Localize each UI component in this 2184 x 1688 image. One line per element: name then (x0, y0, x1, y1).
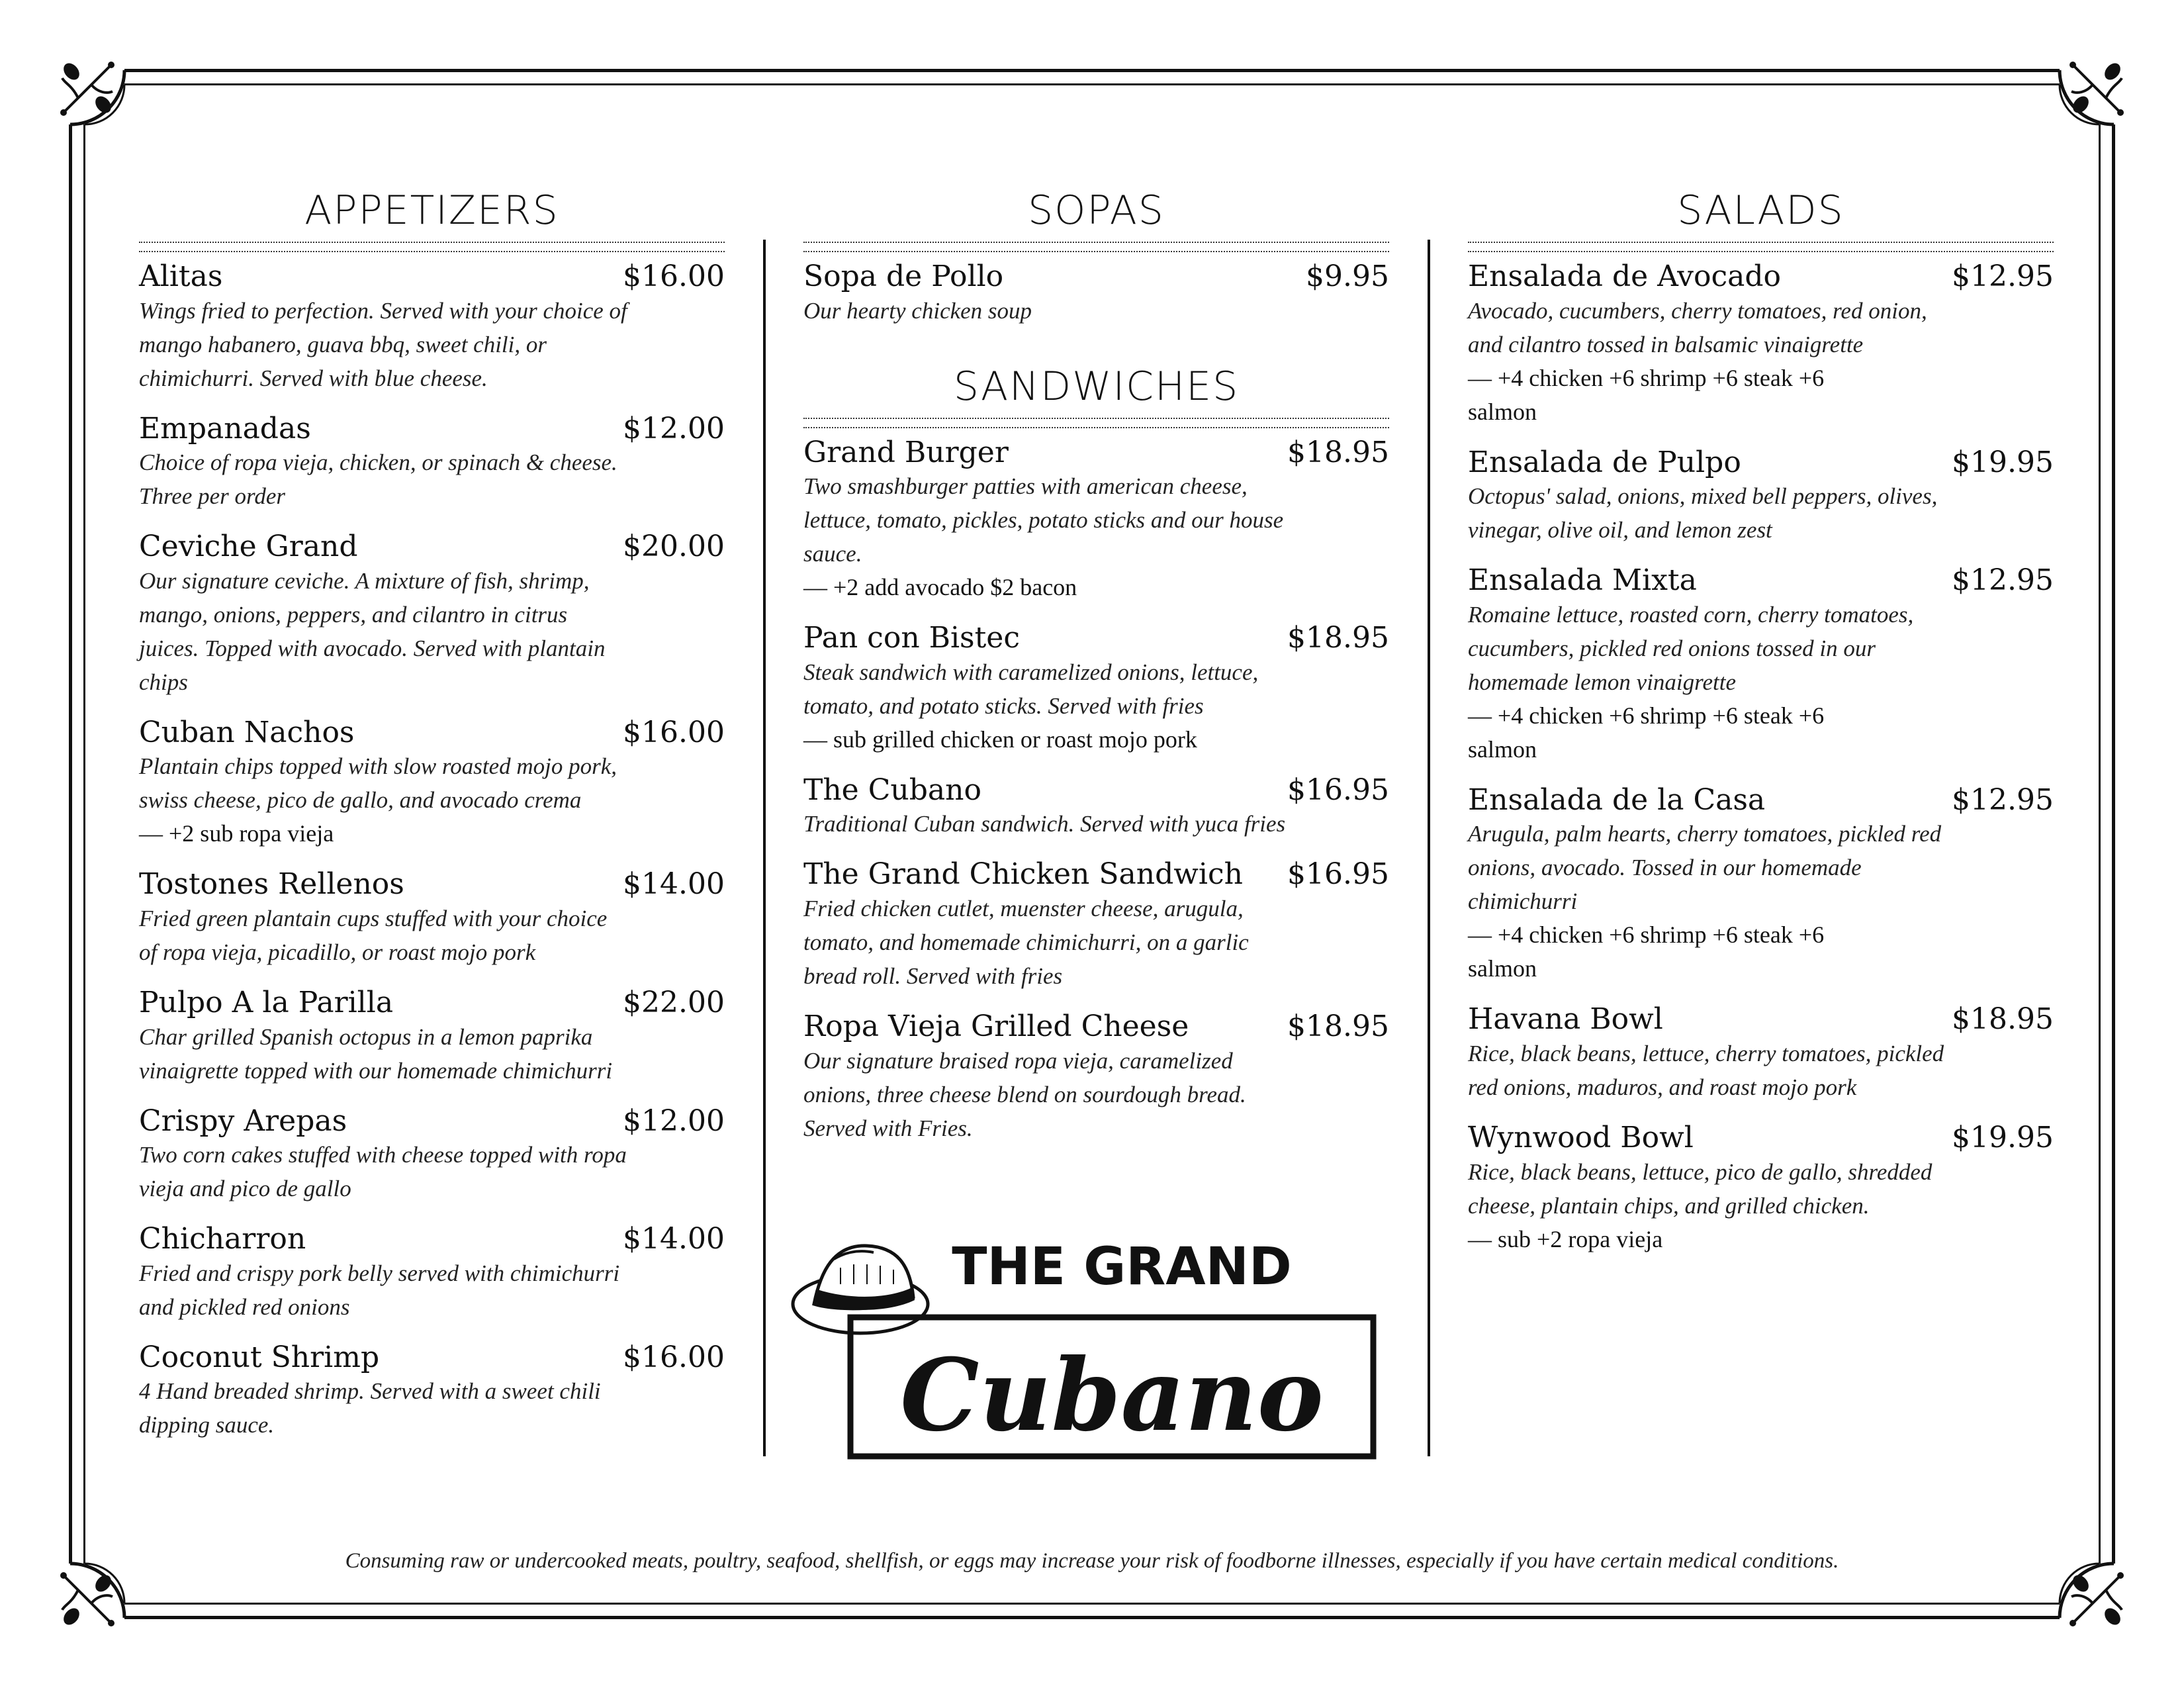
item-addon: — +4 chicken +6 shrimp +6 steak +6 salmon (1468, 921, 1825, 982)
item-description: Fried and crispy pork belly served with chimichurri and pickled red onions (139, 1260, 620, 1320)
menu-item (139, 1105, 725, 1206)
item-name: Sopa de Pollo (803, 259, 1004, 293)
menu-item (803, 858, 1389, 993)
item-price: $19.95 (1952, 1120, 2054, 1154)
menu-item (139, 868, 725, 969)
menu-item (803, 436, 1389, 605)
item-price: $12.00 (623, 411, 725, 445)
item-price: $19.95 (1952, 445, 2054, 479)
salads-column (1468, 189, 2054, 1274)
item-description: 4 Hand breaded shrimp. Served with a sweet chili dipping sauce. (139, 1378, 601, 1438)
heading-divider (803, 418, 1389, 428)
column-divider (763, 240, 766, 1456)
item-name: Ensalada de Avocado (1468, 259, 1782, 293)
item-name: Pan con Bistec (803, 621, 1020, 655)
item-price: $12.95 (1952, 563, 2054, 598)
restaurant-logo (788, 1218, 1383, 1463)
item-price: $18.95 (1287, 621, 1389, 655)
floral-flourish-icon (58, 1570, 118, 1630)
item-name: Chicharron (139, 1222, 306, 1256)
item-description: Rice, black beans, lettuce, pico de gallo, shredded cheese, plantain chips, and grilled chicken. (1468, 1158, 1933, 1219)
item-description: Avocado, cucumbers, cherry tomatoes, red onion, and cilantro tossed in balsamic vinaigrette (1468, 297, 1927, 357)
item-name: Ensalada de la Casa (1468, 782, 1766, 817)
item-description: Plantain chips topped with slow roasted mojo pork, swiss cheese, pico de gallo, and avocado crema (139, 753, 617, 814)
menu-item (1468, 446, 2054, 547)
menu-item (1468, 1003, 2054, 1104)
item-name: Wynwood Bowl (1468, 1120, 1694, 1154)
item-addon: — +2 sub ropa vieja (139, 820, 334, 847)
sandwiches-list (803, 436, 1389, 1145)
item-price: $12.95 (1952, 782, 2054, 817)
logo-line-1: THE GRAND (952, 1237, 1292, 1297)
sopas-sandwiches-column (803, 189, 1389, 1162)
item-description: Choice of ropa vieja, chicken, or spinach & cheese. Three per order (139, 449, 617, 510)
heading-divider (1468, 242, 2054, 252)
item-description: Fried chicken cutlet, muenster cheese, arugula, tomato, and homemade chimichurri, on a garlic bread roll. Served with fries (803, 895, 1249, 989)
menu-item (1468, 784, 2054, 986)
item-price: $18.95 (1287, 435, 1389, 469)
item-description: Romaine lettuce, roasted corn, cherry tomatoes, cucumbers, pickled red onions tossed in our homemade lemon vinaigrette (1468, 601, 1914, 695)
floral-flourish-icon (2066, 58, 2126, 118)
item-addon: — +2 add avocado $2 bacon (803, 574, 1077, 601)
item-price: $20.00 (623, 530, 725, 564)
item-name: Havana Bowl (1468, 1002, 1663, 1037)
salads-list (1468, 260, 2054, 1256)
item-price: $22.00 (623, 985, 725, 1019)
item-name: Alitas (139, 259, 223, 293)
column-divider (1428, 240, 1430, 1456)
item-price: $14.00 (623, 867, 725, 902)
menu-item (1468, 260, 2054, 429)
item-name: Pulpo A la Parilla (139, 985, 394, 1019)
item-name: Crispy Arepas (139, 1103, 347, 1138)
item-description: Two corn cakes stuffed with cheese topped with ropa vieja and pico de gallo (139, 1142, 627, 1202)
item-name: Coconut Shrimp (139, 1340, 380, 1374)
section-heading: SOPAS (1028, 187, 1165, 234)
item-name: Ensalada Mixta (1468, 563, 1697, 598)
section-heading: SALADS (1677, 187, 1844, 234)
item-description: Steak sandwich with caramelized onions, lettuce, tomato, and potato sticks. Served with fries (803, 659, 1259, 719)
item-name: Grand Burger (803, 435, 1009, 469)
health-disclaimer: Consuming raw or undercooked meats, poultry, seafood, shellfish, or eggs may increase your risk of foodborne illnesses, especially if you have certain medical conditions. (345, 1549, 1839, 1573)
section-heading: APPETIZERS (304, 187, 559, 234)
item-name: Ceviche Grand (139, 530, 358, 564)
menu-item (1468, 1121, 2054, 1256)
item-name: Ropa Vieja Grilled Cheese (803, 1009, 1189, 1043)
item-price: $16.00 (623, 259, 725, 293)
item-price: $12.95 (1952, 259, 2054, 293)
item-description: Rice, black beans, lettuce, cherry tomatoes, pickled red onions, maduros, and roast mojo pork (1468, 1040, 1944, 1100)
menu-item (803, 1010, 1389, 1145)
heading-divider (139, 242, 725, 252)
item-price: $18.95 (1287, 1009, 1389, 1043)
item-description: Wings fried to perfection. Served with your choice of mango habanero, guava bbq, sweet chili, or chimichurri. Served with blue cheese. (139, 297, 627, 391)
appetizers-column (139, 189, 725, 1459)
item-addon: — +4 chicken +6 shrimp +6 steak +6 salmon (1468, 702, 1825, 763)
item-description: Arugula, palm hearts, cherry tomatoes, pickled red onions, avocado. Tossed in our homemade chimichurri (1468, 821, 1942, 915)
item-price: $16.00 (623, 715, 725, 749)
item-price: $16.00 (623, 1340, 725, 1374)
menu-item (1468, 564, 2054, 767)
item-description: Octopus' salad, onions, mixed bell peppers, olives, vinegar, olive oil, and lemon zest (1468, 483, 1938, 543)
item-price: $9.95 (1306, 259, 1389, 293)
menu-item (139, 530, 725, 699)
menu-item (139, 260, 725, 395)
menu-item (803, 622, 1389, 757)
logo-line-2: Cubano (900, 1337, 1324, 1454)
item-description: Our signature ceviche. A mixture of fish, shrimp, mango, onions, peppers, and cilantro in citrus juices. Topped with avocado. Served with plantain chips (139, 567, 606, 695)
item-name: Tostones Rellenos (139, 867, 404, 902)
menu-item (803, 260, 1389, 328)
menu-item (139, 1223, 725, 1324)
item-addon: — sub grilled chicken or roast mojo pork (803, 726, 1197, 753)
item-description: Two smashburger patties with american cheese, lettuce, tomato, pickles, potato sticks and our house sauce. (803, 473, 1284, 567)
item-description: Fried green plantain cups stuffed with your choice of ropa vieja, picadillo, or roast mojo pork (139, 905, 608, 965)
menu-item (139, 716, 725, 851)
section-heading: SANDWICHES (953, 363, 1240, 410)
menu-item (139, 1341, 725, 1442)
menu-item (803, 774, 1389, 841)
item-price: $12.00 (623, 1103, 725, 1138)
menu-item (139, 986, 725, 1088)
item-name: The Grand Chicken Sandwich (803, 857, 1243, 892)
item-addon: — sub +2 ropa vieja (1468, 1225, 1663, 1252)
floral-flourish-icon (58, 58, 118, 118)
floral-flourish-icon (2066, 1570, 2126, 1630)
item-name: Empanadas (139, 411, 311, 445)
item-description: Our signature braised ropa vieja, caramelized onions, three cheese blend on sourdough bread. Served with Fries. (803, 1047, 1246, 1141)
item-price: $16.95 (1287, 773, 1389, 807)
menu-item (139, 412, 725, 514)
item-name: The Cubano (803, 773, 981, 807)
appetizers-list (139, 260, 725, 1442)
item-description: Char grilled Spanish octopus in a lemon paprika vinaigrette topped with our homemade chimichurri (139, 1023, 613, 1084)
item-price: $16.95 (1287, 857, 1389, 892)
heading-divider (803, 242, 1389, 252)
item-addon: — +4 chicken +6 shrimp +6 steak +6 salmon (1468, 364, 1825, 425)
item-name: Ensalada de Pulpo (1468, 445, 1741, 479)
item-description: Traditional Cuban sandwich. Served with yuca fries (803, 811, 1286, 837)
item-price: $18.95 (1952, 1002, 2054, 1037)
item-price: $14.00 (623, 1222, 725, 1256)
item-name: Cuban Nachos (139, 715, 355, 749)
item-description: Our hearty chicken soup (803, 297, 1032, 324)
